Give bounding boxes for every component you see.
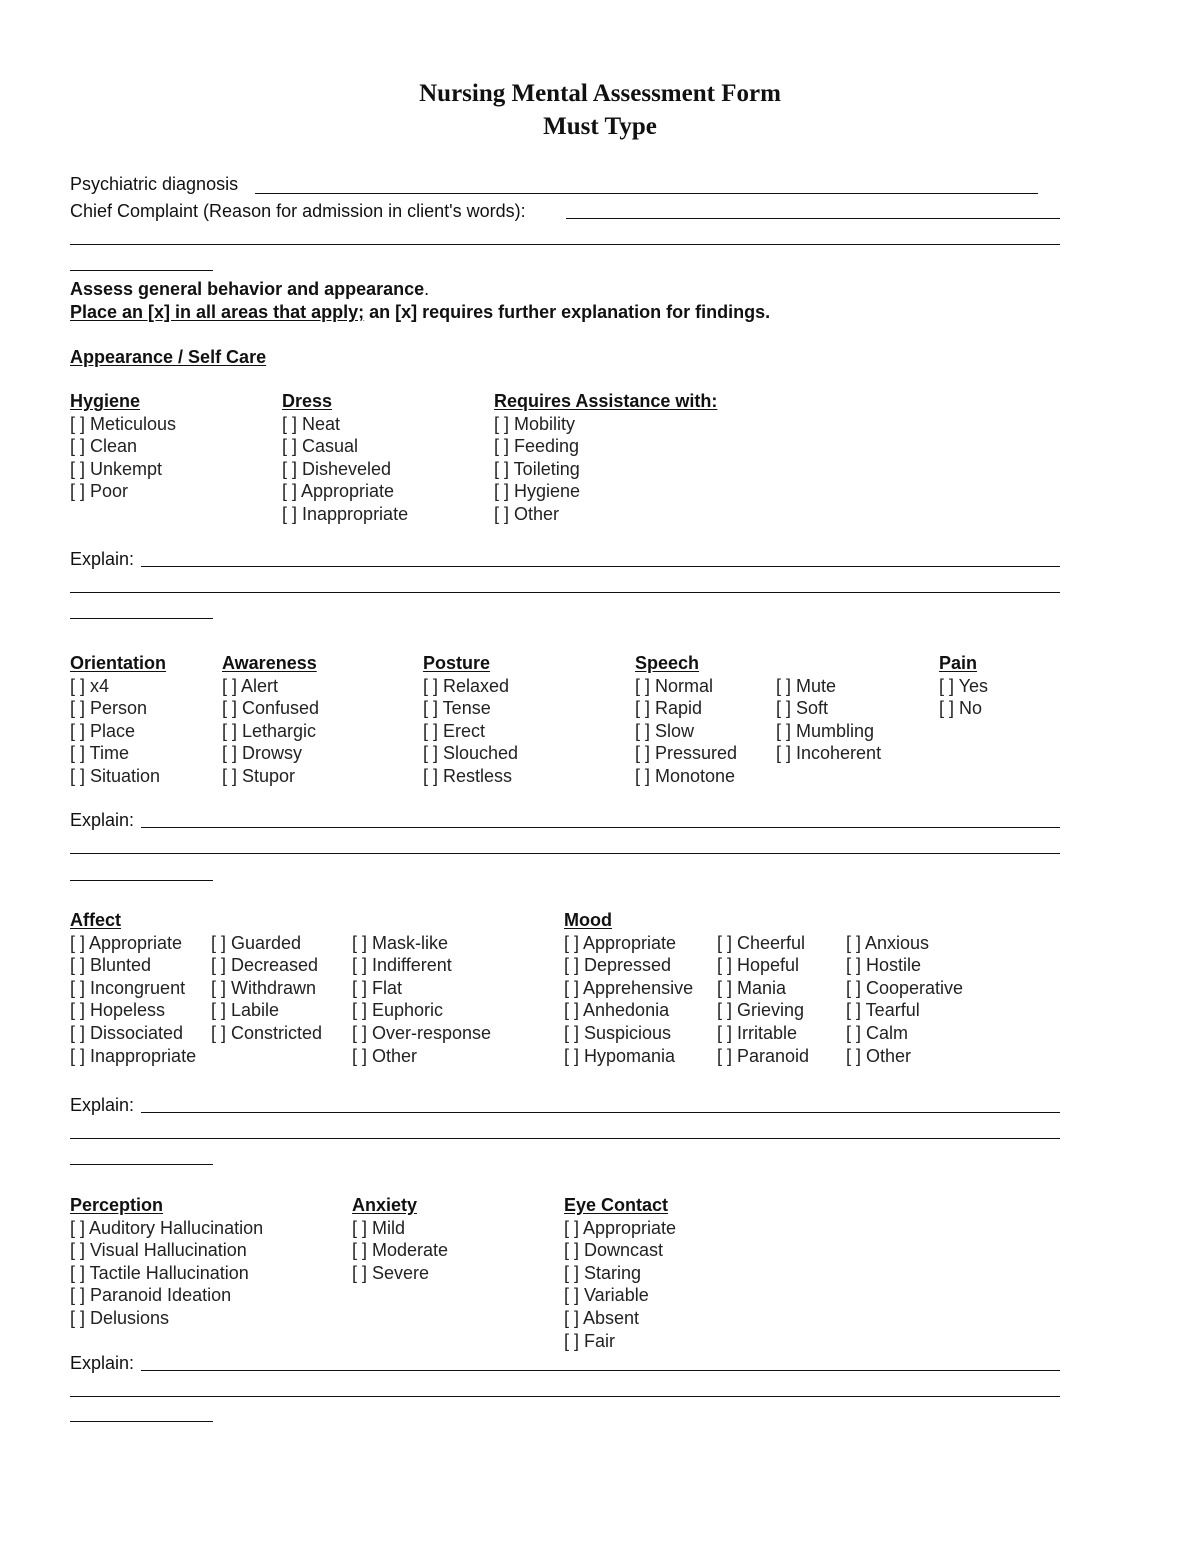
mood-option-suspicious[interactable]: [ ] Suspicious <box>564 1022 672 1043</box>
chief-complaint-field[interactable] <box>566 218 1060 219</box>
dress-option-casual[interactable]: [ ] Casual <box>282 436 359 457</box>
pain-heading: Pain <box>939 653 978 673</box>
affect-option-constricted[interactable]: [ ] Constricted <box>211 1022 323 1043</box>
perception-option-auditory[interactable]: [ ] Auditory Hallucination <box>70 1217 264 1238</box>
mood-group-2 <box>717 932 809 1068</box>
instructions-line2 <box>70 301 770 324</box>
speech-heading: Speech <box>635 653 700 673</box>
anxiety-option-mild[interactable]: [ ] Mild <box>352 1217 406 1238</box>
hygiene-heading: Hygiene <box>70 391 141 411</box>
mood-option-cooperative[interactable]: [ ] Cooperative <box>846 977 964 998</box>
awareness-group <box>222 652 319 788</box>
affect-option-over-response[interactable]: [ ] Over-response <box>352 1022 492 1043</box>
instructions-explanation: an [x] requires further explanation for findings. <box>364 302 771 322</box>
orientation-explain-field[interactable] <box>141 827 1060 828</box>
pain-option-no[interactable]: [ ] No <box>939 698 983 719</box>
affect-group-2 <box>211 932 322 1045</box>
posture-option-restless[interactable]: [ ] Restless <box>423 765 513 786</box>
mood-option-hopeful[interactable]: [ ] Hopeful <box>717 955 800 976</box>
instructions-assess: Assess general behavior and appearance <box>70 279 425 299</box>
affect-option-decreased[interactable]: [ ] Decreased <box>211 955 319 976</box>
mood-option-apprehensive[interactable]: [ ] Apprehensive <box>564 977 694 998</box>
eye-contact-option-staring[interactable]: [ ] Staring <box>564 1262 642 1283</box>
assistance-option-hygiene[interactable]: [ ] Hygiene <box>494 481 581 502</box>
chief-complaint-label: Chief Complaint (Reason for admission in client's words): <box>70 201 526 221</box>
orientation-option-place[interactable]: [ ] Place <box>70 720 136 741</box>
posture-group <box>423 652 518 788</box>
mood-option-calm[interactable]: [ ] Calm <box>846 1022 909 1043</box>
instructions-line1 <box>70 278 429 301</box>
eye-contact-option-downcast[interactable]: [ ] Downcast <box>564 1240 664 1261</box>
dress-option-disheveled[interactable]: [ ] Disheveled <box>282 458 392 479</box>
affect-option-flat[interactable]: [ ] Flat <box>352 977 403 998</box>
perception-group <box>70 1194 263 1330</box>
form-subtitle: Must Type <box>543 113 657 140</box>
posture-heading: Posture <box>423 653 491 673</box>
dress-option-neat[interactable]: [ ] Neat <box>282 413 341 434</box>
speech-group <box>635 652 737 788</box>
affect-option-hopeless[interactable]: [ ] Hopeless <box>70 1000 166 1021</box>
orientation-group <box>70 652 166 788</box>
perception-option-visual[interactable]: [ ] Visual Hallucination <box>70 1240 247 1261</box>
affect-option-indifferent[interactable]: [ ] Indifferent <box>352 955 452 976</box>
instructions-place: Place an [x] in all areas that apply; <box>70 302 365 322</box>
speech-option-incoherent[interactable]: [ ] Incoherent <box>776 743 882 764</box>
mood-option-cheerful[interactable]: [ ] Cheerful <box>717 932 806 953</box>
perception-explain-label: Explain: <box>70 1353 135 1373</box>
dress-option-inappropriate[interactable]: [ ] Inappropriate <box>282 503 409 524</box>
hygiene-option-clean[interactable]: [ ] Clean <box>70 436 138 457</box>
affect-group-3 <box>352 932 491 1068</box>
mood-option-depressed[interactable]: [ ] Depressed <box>564 955 672 976</box>
orientation-explain-field-line2[interactable] <box>70 853 1060 854</box>
dress-heading: Dress <box>282 391 333 411</box>
eye-contact-heading: Eye Contact <box>564 1195 669 1215</box>
orientation-explain-label: Explain: <box>70 810 135 830</box>
perception-explain-field-line3[interactable] <box>70 1421 213 1422</box>
assistance-group <box>494 390 717 526</box>
psychiatric-diagnosis-label: Psychiatric diagnosis <box>70 174 239 194</box>
affect-explain-label: Explain: <box>70 1095 135 1115</box>
mood-option-appropriate[interactable]: [ ] Appropriate <box>564 932 677 953</box>
appearance-explain-field[interactable] <box>141 566 1060 567</box>
mood-option-paranoid[interactable]: [ ] Paranoid <box>717 1045 810 1066</box>
mood-heading: Mood <box>564 910 612 930</box>
pain-option-yes[interactable]: [ ] Yes <box>939 675 989 696</box>
perception-option-paranoid-ideation[interactable]: [ ] Paranoid Ideation <box>70 1285 232 1306</box>
awareness-option-drowsy[interactable]: [ ] Drowsy <box>222 743 303 764</box>
affect-option-dissociated[interactable]: [ ] Dissociated <box>70 1022 184 1043</box>
eye-contact-group <box>564 1194 676 1352</box>
hygiene-option-meticulous[interactable]: [ ] Meticulous <box>70 413 177 434</box>
appearance-section-title: Appearance / Self Care <box>70 347 267 367</box>
eye-contact-option-variable[interactable]: [ ] Variable <box>564 1285 649 1306</box>
awareness-option-lethargic[interactable]: [ ] Lethargic <box>222 720 317 741</box>
eye-contact-option-appropriate[interactable]: [ ] Appropriate <box>564 1217 677 1238</box>
perception-heading: Perception <box>70 1195 164 1215</box>
perception-option-delusions[interactable]: [ ] Delusions <box>70 1307 170 1328</box>
mood-option-tearful[interactable]: [ ] Tearful <box>846 1000 920 1021</box>
dress-option-appropriate[interactable]: [ ] Appropriate <box>282 481 395 502</box>
orientation-option-person[interactable]: [ ] Person <box>70 698 148 719</box>
affect-heading: Affect <box>70 910 122 930</box>
affect-option-blunted[interactable]: [ ] Blunted <box>70 955 152 976</box>
form-title: Nursing Mental Assessment Form <box>419 80 781 107</box>
speech-option-soft[interactable]: [ ] Soft <box>776 698 829 719</box>
dress-group <box>282 390 408 526</box>
mood-group-3 <box>846 932 963 1068</box>
speech-group-2 <box>776 675 881 765</box>
instructions-period: . <box>424 279 430 299</box>
posture-option-tense[interactable]: [ ] Tense <box>423 698 491 719</box>
awareness-option-stupor[interactable]: [ ] Stupor <box>222 765 296 786</box>
orientation-option-time[interactable]: [ ] Time <box>70 743 130 764</box>
mood-option-hostile[interactable]: [ ] Hostile <box>846 955 922 976</box>
perception-explain-field-line2[interactable] <box>70 1396 1060 1397</box>
affect-option-appropriate[interactable]: [ ] Appropriate <box>70 932 183 953</box>
speech-option-pressured[interactable]: [ ] Pressured <box>635 743 738 764</box>
assistance-heading: Requires Assistance with: <box>494 391 718 411</box>
awareness-option-confused[interactable]: [ ] Confused <box>222 698 320 719</box>
mood-option-anhedonia[interactable]: [ ] Anhedonia <box>564 1000 670 1021</box>
chief-complaint-field-line2[interactable] <box>70 244 1060 245</box>
eye-contact-option-absent[interactable]: [ ] Absent <box>564 1307 640 1328</box>
appearance-explain-field-line3[interactable] <box>70 618 213 619</box>
speech-option-mute[interactable]: [ ] Mute <box>776 675 837 696</box>
assistance-option-mobility[interactable]: [ ] Mobility <box>494 413 576 434</box>
posture-option-erect[interactable]: [ ] Erect <box>423 720 486 741</box>
orientation-option-x4[interactable]: [ ] x4 <box>70 675 110 696</box>
assistance-option-other[interactable]: [ ] Other <box>494 503 560 524</box>
hygiene-group <box>70 390 176 503</box>
appearance-explain-field-line2[interactable] <box>70 592 1060 593</box>
speech-option-monotone[interactable]: [ ] Monotone <box>635 765 736 786</box>
affect-option-labile[interactable]: [ ] Labile <box>211 1000 280 1021</box>
mood-option-grieving[interactable]: [ ] Grieving <box>717 1000 805 1021</box>
affect-group <box>70 909 196 1067</box>
speech-option-normal[interactable]: [ ] Normal <box>635 675 714 696</box>
mood-option-mania[interactable]: [ ] Mania <box>717 977 787 998</box>
speech-option-rapid[interactable]: [ ] Rapid <box>635 698 703 719</box>
eye-contact-option-fair[interactable]: [ ] Fair <box>564 1330 616 1351</box>
orientation-explain-field-line3[interactable] <box>70 880 213 881</box>
chief-complaint-field-line3[interactable] <box>70 270 213 271</box>
perception-explain-field[interactable] <box>141 1370 1060 1371</box>
appearance-explain-label: Explain: <box>70 549 135 569</box>
affect-option-other[interactable]: [ ] Other <box>352 1045 418 1066</box>
hygiene-option-poor[interactable]: [ ] Poor <box>70 481 129 502</box>
speech-option-slow[interactable]: [ ] Slow <box>635 720 695 741</box>
speech-option-mumbling[interactable]: [ ] Mumbling <box>776 720 875 741</box>
hygiene-option-unkempt[interactable]: [ ] Unkempt <box>70 458 163 479</box>
affect-explain-field[interactable] <box>141 1112 1060 1113</box>
anxiety-option-severe[interactable]: [ ] Severe <box>352 1262 430 1283</box>
anxiety-option-moderate[interactable]: [ ] Moderate <box>352 1240 449 1261</box>
posture-option-slouched[interactable]: [ ] Slouched <box>423 743 519 764</box>
orientation-option-situation[interactable]: [ ] Situation <box>70 765 161 786</box>
affect-option-inappropriate[interactable]: [ ] Inappropriate <box>70 1045 197 1066</box>
assistance-option-toileting[interactable]: [ ] Toileting <box>494 458 580 479</box>
affect-option-incongruent[interactable]: [ ] Incongruent <box>70 977 186 998</box>
perception-option-tactile[interactable]: [ ] Tactile Hallucination <box>70 1262 249 1283</box>
posture-option-relaxed[interactable]: [ ] Relaxed <box>423 675 510 696</box>
mood-group <box>564 909 693 1067</box>
affect-option-mask-like[interactable]: [ ] Mask-like <box>352 932 449 953</box>
mood-option-hypomania[interactable]: [ ] Hypomania <box>564 1045 676 1066</box>
anxiety-heading: Anxiety <box>352 1195 418 1215</box>
affect-option-guarded[interactable]: [ ] Guarded <box>211 932 302 953</box>
mood-option-anxious[interactable]: [ ] Anxious <box>846 932 930 953</box>
affect-explain-field-line3[interactable] <box>70 1164 213 1165</box>
assistance-option-feeding[interactable]: [ ] Feeding <box>494 436 580 457</box>
awareness-option-alert[interactable]: [ ] Alert <box>222 675 279 696</box>
psychiatric-diagnosis-field[interactable] <box>255 193 1038 194</box>
anxiety-group <box>352 1194 448 1284</box>
affect-explain-field-line2[interactable] <box>70 1138 1060 1139</box>
awareness-heading: Awareness <box>222 653 317 673</box>
affect-option-withdrawn[interactable]: [ ] Withdrawn <box>211 977 317 998</box>
mood-option-other[interactable]: [ ] Other <box>846 1045 912 1066</box>
orientation-heading: Orientation <box>70 653 167 673</box>
mood-option-irritable[interactable]: [ ] Irritable <box>717 1022 798 1043</box>
pain-group <box>939 652 988 720</box>
affect-option-euphoric[interactable]: [ ] Euphoric <box>352 1000 444 1021</box>
